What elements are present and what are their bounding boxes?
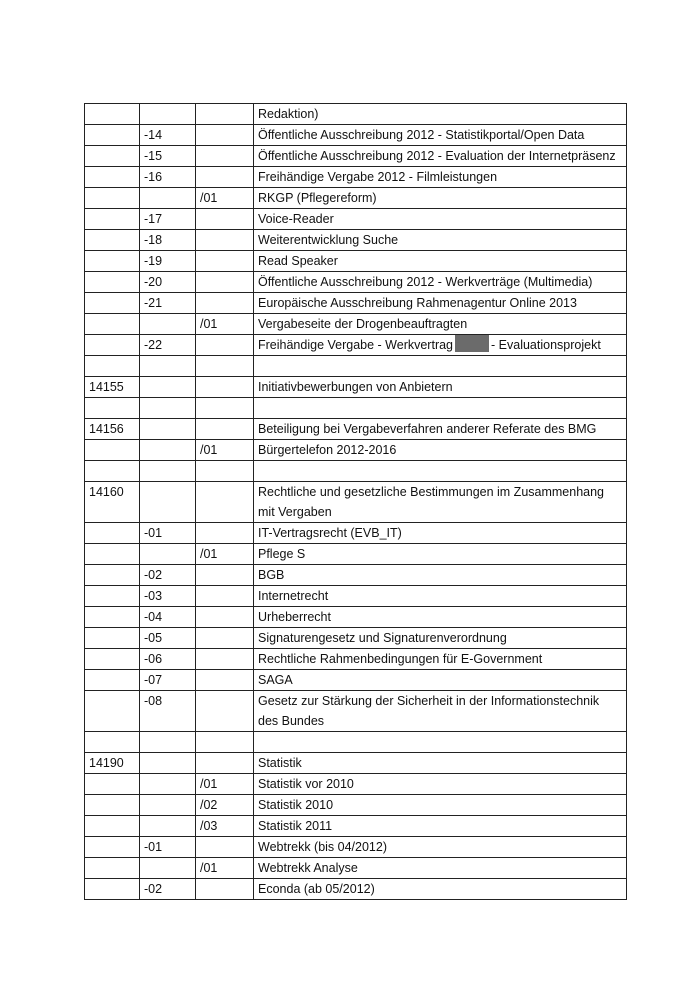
group-number-cell (85, 125, 140, 146)
table-row (85, 607, 627, 628)
title-cell (254, 335, 627, 356)
sub-sub-number-cell: /01 (196, 774, 254, 795)
sub-sub-number-cell (196, 398, 254, 419)
group-number-cell (85, 523, 140, 544)
group-number-cell (85, 774, 140, 795)
sub-sub-number-cell: /01 (196, 858, 254, 879)
sub-number-cell (140, 774, 196, 795)
sub-number-cell: -08 (140, 691, 196, 732)
title-cell: Urheberrecht (254, 607, 627, 628)
sub-sub-number-cell (196, 104, 254, 125)
group-number-cell (85, 230, 140, 251)
sub-number-cell (140, 188, 196, 209)
sub-sub-number-cell: /01 (196, 440, 254, 461)
group-number-cell (85, 440, 140, 461)
group-number-cell (85, 314, 140, 335)
title-cell: Signaturengesetz und Signaturenverordnung (254, 628, 627, 649)
table-row (85, 167, 627, 188)
sub-number-cell: -02 (140, 565, 196, 586)
sub-sub-number-cell: /03 (196, 816, 254, 837)
group-number-cell (85, 398, 140, 419)
title-cell: SAGA (254, 670, 627, 691)
sub-sub-number-cell (196, 209, 254, 230)
title-cell: BGB (254, 565, 627, 586)
sub-number-cell: -06 (140, 649, 196, 670)
sub-number-cell (140, 461, 196, 482)
sub-sub-number-cell (196, 251, 254, 272)
sub-number-cell: -04 (140, 607, 196, 628)
sub-number-cell: -22 (140, 335, 196, 356)
group-number-cell (85, 272, 140, 293)
group-number-cell: 14160 (85, 482, 140, 523)
group-number-cell (85, 461, 140, 482)
title-cell: Beteiligung bei Vergabeverfahren anderer Referate des BMG (254, 419, 627, 440)
sub-sub-number-cell: /01 (196, 544, 254, 565)
title-cell: Öffentliche Ausschreibung 2012 - Statistikportal/Open Data (254, 125, 627, 146)
table-row (85, 398, 627, 419)
table-row (85, 419, 627, 440)
sub-sub-number-cell (196, 272, 254, 293)
table-row (85, 272, 627, 293)
sub-sub-number-cell (196, 125, 254, 146)
sub-number-cell: -21 (140, 293, 196, 314)
title-cell: Statistik 2011 (254, 816, 627, 837)
redaction-box (455, 335, 489, 352)
title-cell: Vergabeseite der Drogenbeauftragten (254, 314, 627, 335)
sub-sub-number-cell (196, 230, 254, 251)
group-number-cell (85, 879, 140, 900)
group-number-cell (85, 837, 140, 858)
sub-sub-number-cell (196, 461, 254, 482)
sub-number-cell (140, 858, 196, 879)
sub-number-cell (140, 356, 196, 377)
title-cell: Bürgertelefon 2012-2016 (254, 440, 627, 461)
group-number-cell (85, 649, 140, 670)
group-number-cell (85, 732, 140, 753)
sub-number-cell: -03 (140, 586, 196, 607)
table-row (85, 816, 627, 837)
title-cell: Internetrecht (254, 586, 627, 607)
sub-sub-number-cell (196, 607, 254, 628)
group-number-cell (85, 816, 140, 837)
sub-sub-number-cell (196, 565, 254, 586)
title-cell: Initiativbewerbungen von Anbietern (254, 377, 627, 398)
sub-sub-number-cell (196, 649, 254, 670)
sub-number-cell (140, 440, 196, 461)
group-number-cell: 14190 (85, 753, 140, 774)
group-number-cell (85, 209, 140, 230)
sub-number-cell (140, 816, 196, 837)
sub-number-cell: -05 (140, 628, 196, 649)
group-number-cell (85, 104, 140, 125)
sub-number-cell (140, 732, 196, 753)
group-number-cell (85, 628, 140, 649)
table-row (85, 440, 627, 461)
sub-sub-number-cell (196, 377, 254, 398)
group-number-cell (85, 565, 140, 586)
table-row (85, 482, 627, 523)
sub-sub-number-cell (196, 691, 254, 732)
sub-sub-number-cell (196, 670, 254, 691)
table-row (85, 649, 627, 670)
sub-sub-number-cell (196, 356, 254, 377)
table-row (85, 732, 627, 753)
title-cell: Statistik 2010 (254, 795, 627, 816)
title-text-after-redaction: - Evaluationsprojekt (491, 338, 601, 352)
table-row (85, 230, 627, 251)
table-row (85, 209, 627, 230)
sub-sub-number-cell (196, 482, 254, 523)
title-cell (254, 461, 627, 482)
title-cell: Freihändige Vergabe 2012 - Filmleistungen (254, 167, 627, 188)
table-row (85, 377, 627, 398)
sub-sub-number-cell (196, 628, 254, 649)
sub-sub-number-cell: /01 (196, 314, 254, 335)
title-cell (254, 732, 627, 753)
group-number-cell (85, 858, 140, 879)
title-cell: IT-Vertragsrecht (EVB_IT) (254, 523, 627, 544)
sub-number-cell: -15 (140, 146, 196, 167)
sub-number-cell (140, 104, 196, 125)
table-row (85, 879, 627, 900)
table-row (85, 565, 627, 586)
group-number-cell (85, 335, 140, 356)
title-cell: Voice-Reader (254, 209, 627, 230)
sub-number-cell: -19 (140, 251, 196, 272)
table-row (85, 523, 627, 544)
sub-number-cell (140, 544, 196, 565)
title-cell (254, 398, 627, 419)
table-row (85, 104, 627, 125)
sub-number-cell (140, 314, 196, 335)
title-cell (254, 356, 627, 377)
sub-sub-number-cell (196, 879, 254, 900)
table-row (85, 146, 627, 167)
table-row (85, 125, 627, 146)
filing-plan-table (84, 103, 627, 900)
table-row (85, 753, 627, 774)
title-cell: Read Speaker (254, 251, 627, 272)
title-cell: Europäische Ausschreibung Rahmenagentur Online 2013 (254, 293, 627, 314)
title-cell: Pflege S (254, 544, 627, 565)
sub-number-cell: -16 (140, 167, 196, 188)
sub-number-cell (140, 398, 196, 419)
sub-sub-number-cell (196, 293, 254, 314)
title-cell: Redaktion) (254, 104, 627, 125)
sub-number-cell: -18 (140, 230, 196, 251)
table-row (85, 544, 627, 565)
title-cell: Öffentliche Ausschreibung 2012 - Werkverträge (Multimedia) (254, 272, 627, 293)
sub-number-cell (140, 753, 196, 774)
sub-number-cell (140, 482, 196, 523)
sub-sub-number-cell (196, 586, 254, 607)
sub-number-cell (140, 419, 196, 440)
sub-sub-number-cell (196, 335, 254, 356)
table-row (85, 628, 627, 649)
table-row (85, 314, 627, 335)
table-row (85, 586, 627, 607)
sub-sub-number-cell (196, 732, 254, 753)
sub-number-cell: -17 (140, 209, 196, 230)
group-number-cell (85, 146, 140, 167)
table-row (85, 461, 627, 482)
filing-plan-body (85, 104, 627, 900)
table-row (85, 335, 627, 356)
title-cell: Webtrekk Analyse (254, 858, 627, 879)
sub-number-cell: -07 (140, 670, 196, 691)
sub-sub-number-cell: /01 (196, 188, 254, 209)
sub-sub-number-cell: /02 (196, 795, 254, 816)
table-row (85, 774, 627, 795)
table-row (85, 251, 627, 272)
table-row (85, 188, 627, 209)
group-number-cell (85, 607, 140, 628)
group-number-cell: 14155 (85, 377, 140, 398)
table-row (85, 837, 627, 858)
sub-number-cell: -14 (140, 125, 196, 146)
sub-number-cell: -01 (140, 523, 196, 544)
title-cell: Weiterentwicklung Suche (254, 230, 627, 251)
sub-number-cell: -02 (140, 879, 196, 900)
group-number-cell (85, 167, 140, 188)
table-row (85, 293, 627, 314)
sub-sub-number-cell (196, 146, 254, 167)
sub-number-cell: -20 (140, 272, 196, 293)
sub-number-cell (140, 377, 196, 398)
sub-number-cell (140, 795, 196, 816)
sub-sub-number-cell (196, 753, 254, 774)
group-number-cell (85, 544, 140, 565)
table-row (85, 356, 627, 377)
table-row (85, 795, 627, 816)
group-number-cell (85, 586, 140, 607)
title-cell: Webtrekk (bis 04/2012) (254, 837, 627, 858)
group-number-cell: 14156 (85, 419, 140, 440)
table-row (85, 858, 627, 879)
title-cell: Econda (ab 05/2012) (254, 879, 627, 900)
title-cell: Statistik vor 2010 (254, 774, 627, 795)
sub-sub-number-cell (196, 523, 254, 544)
group-number-cell (85, 670, 140, 691)
group-number-cell (85, 293, 140, 314)
title-cell: Statistik (254, 753, 627, 774)
group-number-cell (85, 795, 140, 816)
group-number-cell (85, 188, 140, 209)
group-number-cell (85, 356, 140, 377)
sub-sub-number-cell (196, 837, 254, 858)
sub-sub-number-cell (196, 419, 254, 440)
title-cell: Rechtliche und gesetzliche Bestimmungen im Zusammenhang mit Vergaben (254, 482, 627, 523)
sub-number-cell: -01 (140, 837, 196, 858)
table-row (85, 670, 627, 691)
title-cell: RKGP (Pflegereform) (254, 188, 627, 209)
title-text: Freihändige Vergabe - Werkvertrag (258, 338, 454, 352)
group-number-cell (85, 691, 140, 732)
table-row (85, 691, 627, 732)
title-cell: Öffentliche Ausschreibung 2012 - Evaluation der Internetpräsenz (254, 146, 627, 167)
sub-sub-number-cell (196, 167, 254, 188)
group-number-cell (85, 251, 140, 272)
title-cell: Rechtliche Rahmenbedingungen für E-Government (254, 649, 627, 670)
title-cell: Gesetz zur Stärkung der Sicherheit in der Informationstechnik des Bundes (254, 691, 627, 732)
